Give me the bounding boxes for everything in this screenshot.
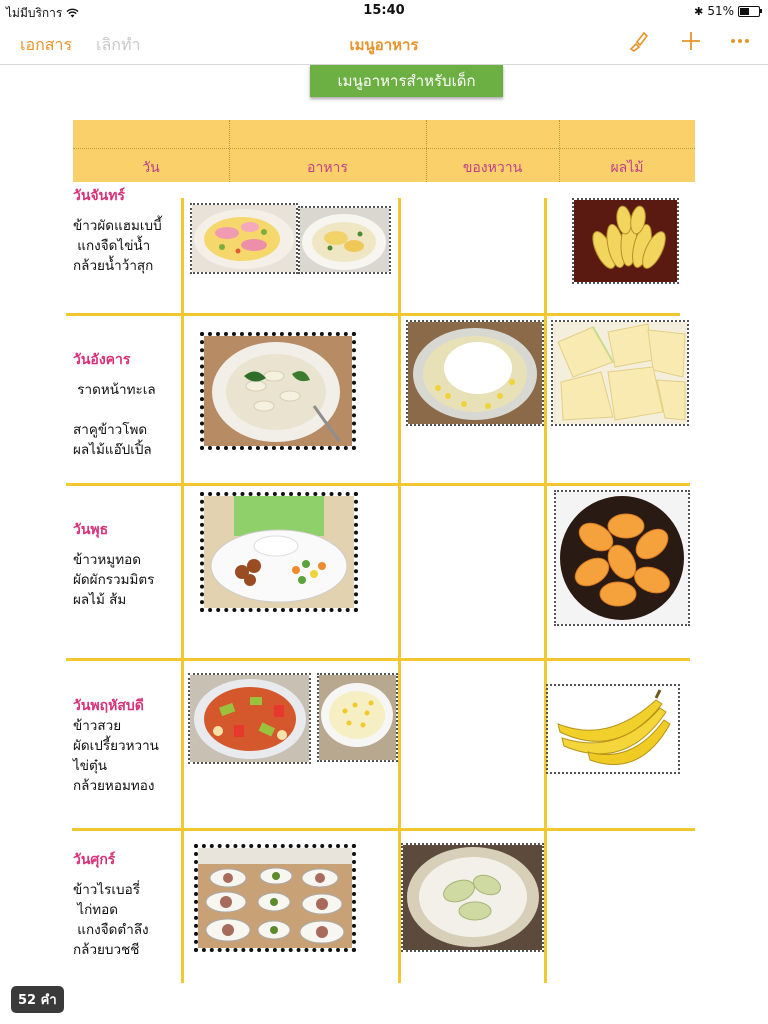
navigation-bar	[0, 22, 768, 65]
day-name: วันจันทร์	[73, 188, 125, 204]
day-cell-wednesday[interactable]	[73, 520, 154, 610]
header-fruit: ผลไม้	[610, 160, 644, 176]
fried-rice-photo[interactable]	[190, 203, 298, 274]
day-cell-monday[interactable]	[73, 186, 162, 276]
grid-line	[66, 658, 690, 661]
bluetooth-icon: ✱	[694, 4, 704, 18]
table-header	[73, 120, 695, 182]
title-banner[interactable]: เมนูอาหารสำหรับเด็ก	[310, 65, 503, 97]
apple-slices-photo[interactable]	[551, 320, 689, 426]
battery-icon	[738, 6, 760, 17]
small-bananas-photo[interactable]	[572, 198, 679, 284]
document-title: เมนูอาหาร	[349, 36, 419, 54]
battery-percent: 51%	[707, 4, 734, 18]
day-menu: ข้าวผัดแฮมเบบี้ แกงจืดไข่น้ำ กล้วยน้ำว้าสุก	[73, 218, 162, 274]
bananas-photo[interactable]	[546, 684, 680, 774]
day-name: วันอังคาร	[73, 352, 131, 368]
grid-line	[66, 483, 690, 486]
sweet-sour-stirfry-photo[interactable]	[188, 673, 311, 764]
status-bar	[0, 0, 768, 22]
header-dessert: ของหวาน	[462, 160, 523, 176]
status-right	[694, 4, 760, 18]
banana-coconut-milk-photo[interactable]	[401, 843, 544, 952]
header-food: อาหาร	[307, 160, 348, 176]
sago-corn-dessert-photo[interactable]	[406, 320, 544, 426]
header-day: วัน	[142, 160, 160, 176]
fried-pork-rice-photo[interactable]	[200, 492, 358, 612]
noodle-soup-photo[interactable]	[200, 332, 356, 450]
day-cell-thursday[interactable]	[73, 696, 159, 796]
day-cell-friday[interactable]	[73, 850, 149, 960]
day-name: วันพุธ	[73, 522, 109, 538]
day-menu: ราดหน้าทะเล สาคูข้าวโพด ผลไม้แอ๊ปเปิ้ล	[73, 382, 156, 458]
steamed-egg-photo[interactable]	[317, 673, 398, 762]
day-name: วันศุกร์	[73, 852, 116, 868]
day-menu: ข้าวหมูทอด ผัดผักรวมมิตร ผลไม้ ส้ม	[73, 552, 155, 608]
more-icon[interactable]	[729, 30, 751, 58]
undo-button[interactable]: เลิกทำ	[96, 35, 141, 54]
documents-button[interactable]: เอกสาร	[20, 35, 73, 54]
orange-segments-photo[interactable]	[554, 490, 690, 626]
day-menu: ข้าวสวย ผัดเปรี้ยวหวาน ไข่ตุ๋น กล้วยหอมทอง	[73, 718, 159, 794]
word-count-badge[interactable]: 52 คำ	[11, 986, 64, 1013]
day-menu: ข้าวไรเบอรี่ ไก่ทอด แกงจืดตำลึง กล้วยบวชชี	[73, 882, 149, 958]
grid-line	[66, 313, 680, 316]
plus-icon[interactable]	[680, 30, 702, 58]
carrier-label: ไม่มีบริการ	[6, 4, 79, 23]
grid-line	[72, 828, 695, 831]
paintbrush-icon[interactable]	[628, 30, 650, 58]
clock: 15:40	[363, 3, 405, 18]
egg-soup-photo[interactable]	[298, 206, 391, 274]
day-cell-tuesday[interactable]	[73, 350, 156, 460]
set-meals-photo[interactable]	[194, 844, 356, 952]
day-name: วันพฤหัสบดี	[73, 698, 144, 714]
